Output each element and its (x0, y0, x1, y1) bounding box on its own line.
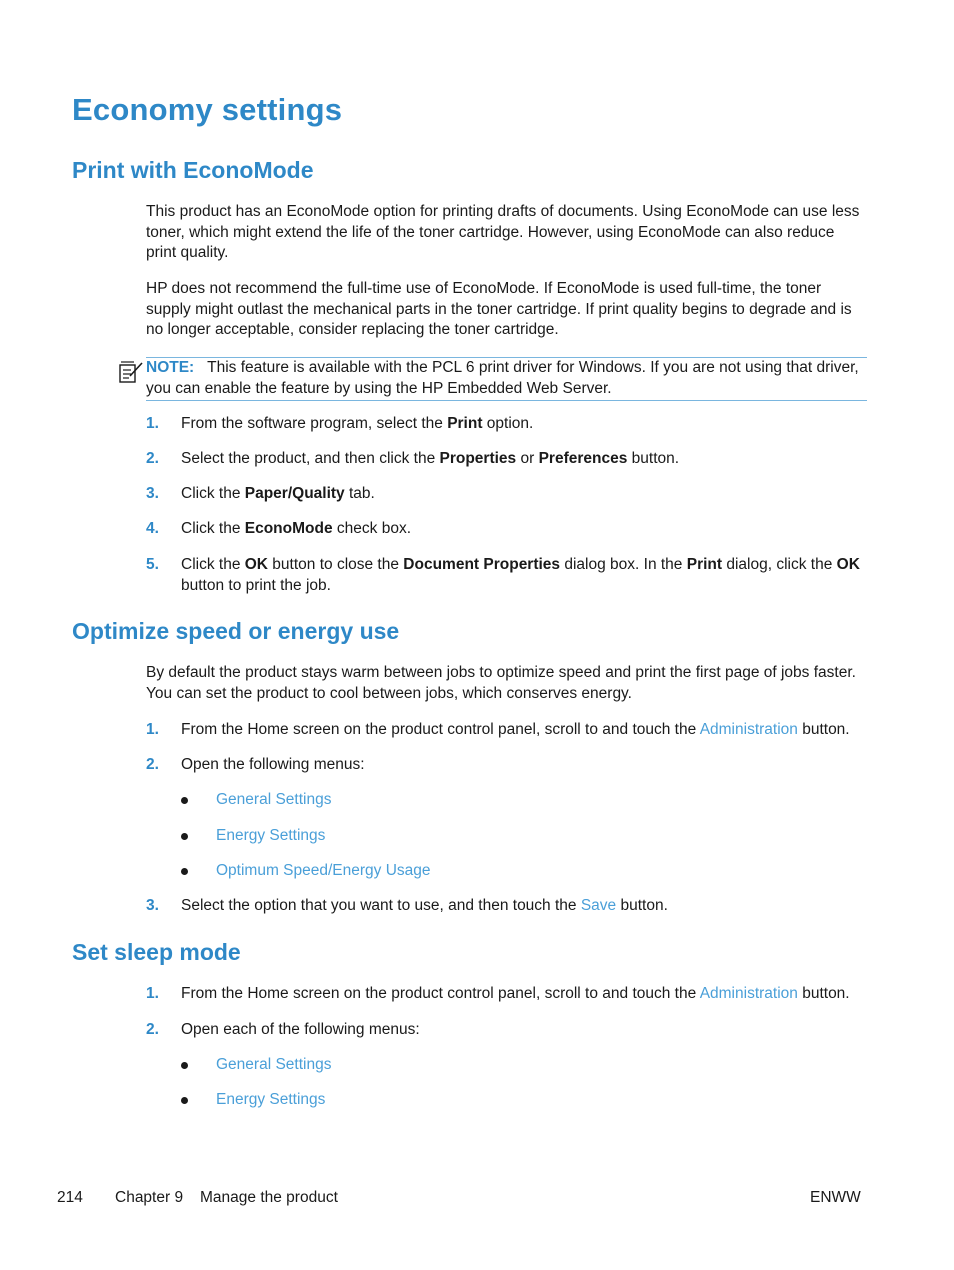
step-text: From the Home screen on the product control panel, scroll to and touch the (181, 721, 700, 738)
bullet-icon (181, 868, 188, 875)
section-heading-optimize-speed: Optimize speed or energy use (72, 618, 400, 644)
bullet-icon (181, 1097, 188, 1104)
bullet-icon (181, 833, 188, 840)
econo-mode-intro-paragraph: This product has an EconoMode option for printing drafts of documents. Using EconoMode can use less toner, which might extend the life of the toner cartridge. However, using EconoMode can also reduce print quality. (146, 203, 860, 261)
bullet-icon (181, 797, 188, 804)
page-title: Economy settings (72, 92, 343, 127)
ui-term-ok: OK (836, 556, 860, 573)
save-link[interactable]: Save (580, 897, 617, 914)
general-settings-link[interactable]: General Settings (216, 1056, 332, 1073)
step-text: button. (616, 897, 668, 914)
step-text: button. (797, 985, 850, 1002)
step-number: 1. (146, 415, 159, 432)
step-text: check box. (332, 520, 411, 537)
ui-term-properties: Properties (439, 450, 517, 467)
optimum-speed-energy-link[interactable]: Optimum Speed/Energy Usage (216, 862, 431, 879)
step-number: 2. (146, 450, 159, 467)
step-number: 2. (146, 756, 159, 773)
step-number: 1. (146, 721, 159, 738)
step-number: 4. (146, 520, 159, 537)
energy-settings-link[interactable]: Energy Settings (216, 827, 326, 844)
step-text: button to close the (268, 556, 404, 573)
step-text: Click the (181, 556, 245, 573)
ui-term-document-properties: Document Properties (403, 556, 561, 573)
step-number: 2. (146, 1021, 159, 1038)
note-box (146, 357, 867, 401)
step-text: Click the (181, 520, 245, 537)
footer-chapter-title: Manage the product (200, 1189, 338, 1206)
step-text: Open each of the following menus: (181, 1021, 420, 1038)
ui-term-ok: OK (244, 556, 268, 573)
ui-term-economode: EconoMode (244, 520, 333, 537)
ui-term-paper-quality: Paper/Quality (244, 485, 345, 502)
ui-term-preferences: Preferences (538, 450, 628, 467)
note-label: NOTE: (146, 359, 195, 376)
econo-mode-recommendation-paragraph: HP does not recommend the full-time use of EconoMode. If EconoMode is used full-time, the toner supply might outlast the mechanical parts in the toner cartridge. If print quality begins to degrade and is no longer acceptable, consider replacing the toner cartridge. (146, 280, 852, 338)
step-text: tab. (344, 485, 375, 502)
administration-link[interactable]: Administration (699, 721, 798, 738)
step-text: or (516, 450, 539, 467)
step-number: 3. (146, 897, 159, 914)
ui-term-print: Print (686, 556, 723, 573)
administration-link[interactable]: Administration (699, 985, 798, 1002)
step-number: 3. (146, 485, 159, 502)
section-heading-sleep-mode: Set sleep mode (72, 939, 241, 965)
energy-settings-link[interactable]: Energy Settings (216, 1091, 326, 1108)
step-number: 5. (146, 556, 159, 573)
footer-edition: ENWW (810, 1189, 861, 1206)
step-text: button. (797, 721, 850, 738)
footer-chapter: Chapter 9 (115, 1189, 184, 1206)
section-heading-econo-mode: Print with EconoMode (72, 157, 314, 183)
step-text: dialog, click the (722, 556, 837, 573)
bullet-icon (181, 1062, 188, 1069)
step-text: From the Home screen on the product control panel, scroll to and touch the (181, 985, 700, 1002)
step-text: Click the (181, 485, 245, 502)
step-number: 1. (146, 985, 159, 1002)
optimize-intro-paragraph: By default the product stays warm between jobs to optimize speed and print the first page of jobs faster. You can set the product to cool between jobs, which conserves energy. (146, 664, 856, 702)
step-text: dialog box. In the (560, 556, 687, 573)
general-settings-link[interactable]: General Settings (216, 791, 332, 808)
step-text: option. (482, 415, 534, 432)
step-text: Select the option that you want to use, and then touch the (181, 897, 581, 914)
note-text: This feature is available with the PCL 6 print driver for Windows. If you are not using that driver, you can enable the feature by using the HP Embedded Web Server. (146, 359, 859, 397)
step-text: Select the product, and then click the (181, 450, 440, 467)
ui-term-print: Print (447, 415, 483, 432)
step-text: button to print the job. (181, 577, 331, 594)
step-text: button. (627, 450, 680, 467)
footer-page-number: 214 (57, 1189, 83, 1206)
step-text: From the software program, select the (181, 415, 448, 432)
note-icon (118, 360, 144, 384)
step-text: Open the following menus: (181, 756, 365, 773)
